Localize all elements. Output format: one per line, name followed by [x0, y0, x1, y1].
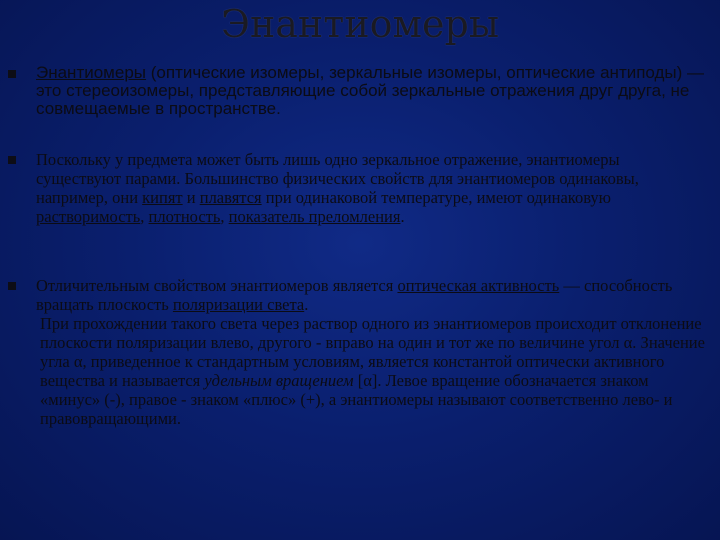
link-melt[interactable]: плавятся: [199, 188, 262, 207]
properties-text: [36, 150, 708, 226]
square-bullet-icon: [8, 70, 16, 78]
definition-text: [36, 64, 708, 118]
text-run: — способность вращать плоскость: [36, 276, 673, 314]
text-run: при одинаковой температуре, имеют одинаковую: [261, 188, 612, 207]
link-density[interactable]: плотность: [148, 207, 221, 226]
link-refractive-index[interactable]: показатель преломления: [228, 207, 401, 226]
bullet-item-properties: [8, 150, 708, 226]
text-run: [α]. Левое вращение обозначается знаком «минус» (-), правое - знаком «плюс» (+), а энантиомеры называют соответственно лево- и правовращающими.: [40, 371, 673, 428]
bullet-item-optical-activity: [8, 276, 708, 428]
slide-title: Энантиомеры: [220, 2, 500, 46]
text-run: и: [182, 188, 200, 207]
square-bullet-icon: [8, 282, 16, 290]
term-enantiomers: Энантиомеры: [36, 63, 147, 82]
link-boil[interactable]: кипят: [142, 188, 183, 207]
text-run: ,: [220, 207, 229, 226]
text-run: При прохождении такого света через раствор одного из энантиомеров происходит отклонение плоскости поляризации влево, другого - вправо на один и тот же по величине угол α. Значение угла α, приведенное к стандартным условиям, является константой оптически активного вещества и называется: [40, 314, 705, 390]
specific-rotation-term: удельным вращением: [204, 371, 354, 390]
link-light-polarization[interactable]: поляризации света: [172, 295, 305, 314]
link-optical-activity[interactable]: оптическая активность: [397, 276, 560, 295]
text-run: ,: [140, 207, 149, 226]
text-run: .: [304, 295, 309, 314]
definition-rest: (оптические изомеры, зеркальные изомеры, оптические антиподы) — это стереоизомеры, представляющие собой зеркальные отражения друг друга, не совмещаемые в пространстве.: [36, 63, 705, 118]
text-run: Отличительным свойством энантиомеров является: [36, 276, 398, 295]
optical-activity-text: [36, 276, 708, 314]
link-solubility[interactable]: растворимость: [36, 207, 141, 226]
bullet-item-definition: [8, 64, 708, 118]
text-run: Поскольку у предмета может быть лишь одно зеркальное отражение, энантиомеры существуют парами. Большинство физических свойств для энантиомеров одинаковы, например, они: [36, 150, 639, 207]
rotation-text: [36, 314, 708, 428]
text-run: .: [400, 207, 405, 226]
square-bullet-icon: [8, 156, 16, 164]
